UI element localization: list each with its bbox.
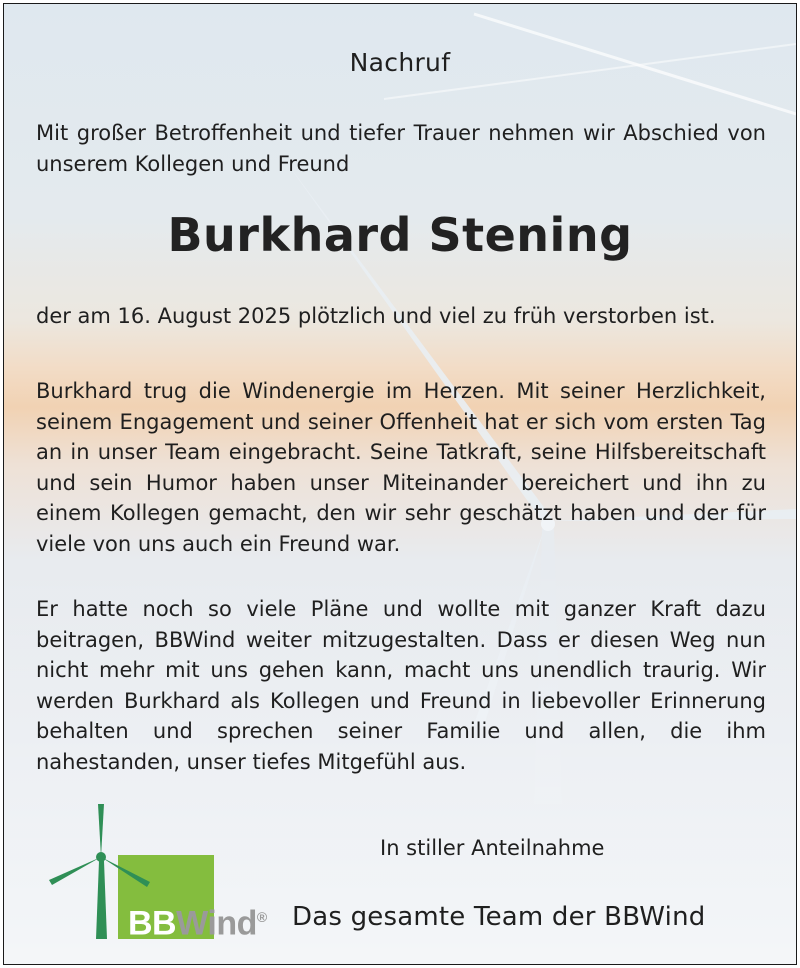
tribute-paragraph-1: Burkhard trug die Windenergie im Herzen. Mit seiner Herzlichkeit, seinem Engagement und seiner Offenheit hat er sich vom ersten Tag an in unser Team eingebracht. Seine Tatkraft, seine Hilfsbereitschaft und sein Humor haben unser Miteinander bereichert und ihn zu einem Kollegen gemacht, den wir sehr geschätzt haben und der für viele von uns auch ein Freund war. (36, 379, 766, 556)
bbwind-logo (44, 799, 284, 943)
logo-bb: BB (128, 904, 177, 943)
tribute-paragraph-2: Er hatte noch so viele Pläne und wollte mit ganzer Kraft dazu beitragen, BBWind weiter mitzugestalten. Dass er diesen Weg nun nicht mehr mit uns gehen kann, macht uns unendlich traurig. Wir werden Burkhard als Kollegen und Freund in liebevoller Erinnerung behalten und sprechen seiner Familie und allen, die ihm nahestanden, unser tiefes Mitgefühl aus. (36, 597, 766, 774)
logo-wordmark (128, 899, 267, 941)
signoff-line: Das gesamte Team der BBWind (292, 902, 706, 932)
heading: Nachruf (349, 48, 451, 77)
logo-wind: Wind (176, 904, 257, 943)
condolence-line: In stiller Anteilnahme (380, 836, 605, 860)
logo-registered-mark: ® (256, 909, 267, 925)
deceased-name: Burkhard Stening (167, 208, 633, 262)
intro-text: Mit großer Betroffenheit und tiefer Trauer nehmen wir Abschied von unserem Kollegen und Freund (36, 121, 766, 176)
death-notice: der am 16. August 2025 plötzlich und viel zu früh verstorben ist. (36, 304, 716, 328)
obituary-frame (3, 3, 797, 965)
